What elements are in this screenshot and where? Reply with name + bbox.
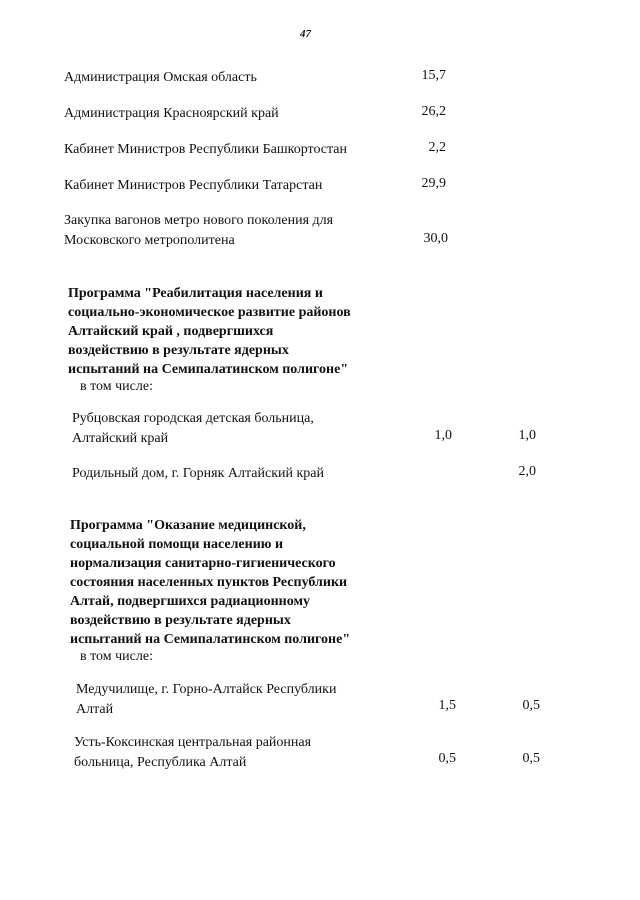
item-value: 1,0	[434, 428, 452, 443]
item-value-2: 0,5	[522, 698, 540, 713]
item-label	[72, 409, 314, 449]
item-label-line: Усть-Коксинская центральная районная	[74, 735, 312, 750]
item-label	[76, 680, 336, 720]
including-label: в том числе:	[80, 649, 153, 664]
item-label-line: больница, Республика Алтай	[74, 755, 247, 770]
item-label-line: Родильный дом, г. Горняк Алтайский край	[72, 466, 324, 481]
program-heading-line: воздействию в результате ядерных	[70, 613, 291, 628]
program-heading-line: Программа "Оказание медицинской,	[70, 518, 306, 533]
program-heading-line: социально-экономическое развитие районов	[68, 305, 351, 320]
program-heading-line: социальной помощи населению и	[70, 537, 284, 552]
item-value: 26,2	[421, 104, 446, 119]
item-value-2: 1,0	[518, 428, 536, 443]
program-heading-line: нормализация санитарно-гигиенического	[70, 556, 336, 571]
item-value-2: 2,0	[518, 464, 536, 479]
program-heading-line: Программа "Реабилитация населения и	[68, 286, 323, 301]
item-label-line: Кабинет Министров Республики Башкортостан	[64, 142, 348, 157]
item-label	[64, 104, 279, 124]
program-heading	[68, 284, 351, 379]
item-label-line: Алтай	[76, 702, 114, 717]
program-heading-line: испытаний на Семипалатинском полигоне"	[70, 632, 351, 647]
item-label-line: Рубцовская городская детская больница,	[72, 411, 314, 426]
item-value: 15,7	[421, 68, 446, 83]
item-value: 30,0	[423, 231, 448, 246]
item-label	[64, 176, 322, 196]
program-heading-line: воздействию в результате ядерных	[68, 343, 289, 358]
item-value: 1,5	[438, 698, 456, 713]
item-label	[64, 68, 257, 88]
program-heading-line: состояния населенных пунктов Республики	[70, 575, 348, 590]
item-value: 0,5	[438, 751, 456, 766]
including-label: в том числе:	[80, 379, 153, 394]
item-label	[72, 464, 324, 484]
item-value: 2,2	[428, 140, 446, 155]
program-heading-line: Алтайский край , подвергшихся	[68, 324, 274, 339]
item-label	[74, 733, 311, 773]
item-label-line: Администрация Омская область	[64, 70, 257, 85]
item-value: 29,9	[421, 176, 446, 191]
item-label	[64, 211, 333, 251]
item-label-line: Алтайский край	[72, 431, 169, 446]
item-label-line: Московского метрополитена	[64, 233, 235, 248]
program-heading-line: испытаний на Семипалатинском полигоне"	[68, 362, 349, 377]
page-number: 47	[300, 28, 311, 40]
item-label	[64, 140, 347, 160]
item-label-line: Закупка вагонов метро нового поколения для	[64, 213, 334, 228]
item-value-2: 0,5	[522, 751, 540, 766]
program-heading-line: Алтай, подвергшихся радиационному	[70, 594, 310, 609]
item-label-line: Медучилище, г. Горно-Алтайск Республики	[76, 682, 337, 697]
program-heading	[70, 516, 350, 649]
item-label-line: Администрация Красноярский край	[64, 106, 279, 121]
item-label-line: Кабинет Министров Республики Татарстан	[64, 178, 323, 193]
